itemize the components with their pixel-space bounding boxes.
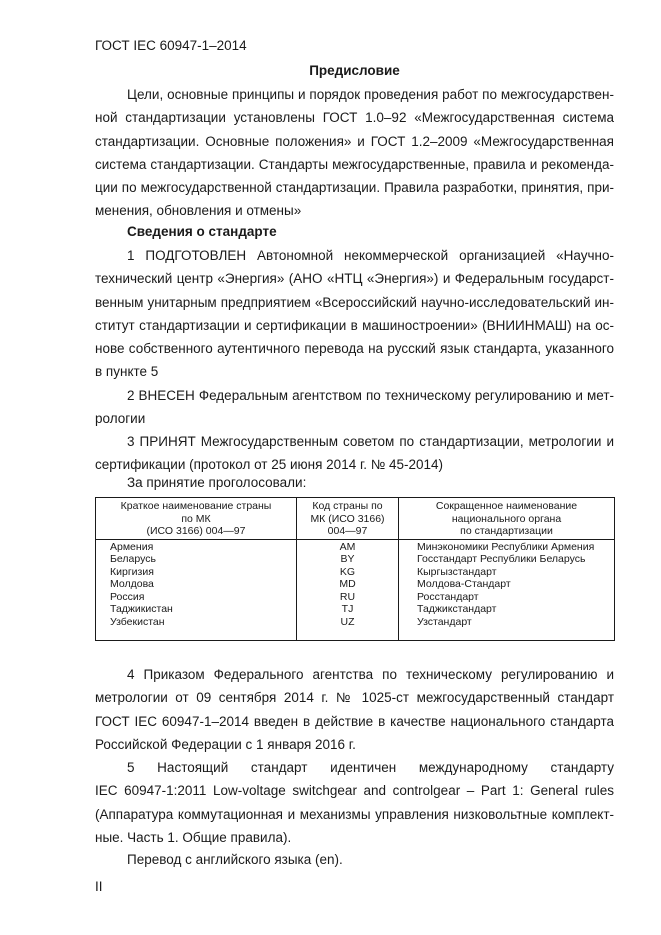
text-line: рологии [95,411,146,427]
country-name: Россия [110,590,145,603]
text-line: сертификации (протокол от 25 июня 2014 г. № 45-2014) [95,457,444,473]
text-line: ГОСТ IEC 60947-1–2014 введен в действие в качестве национального стандарта [95,713,614,729]
header-line: по МК [181,512,211,525]
standards-body: Росстандарт [417,590,479,603]
column-header-body [399,498,615,540]
about-standard-title: Сведения о стандарте [127,224,277,239]
country-name: Узбекистан [110,615,165,628]
text-line: менения, обновления и отмены» [95,203,302,219]
text-line: ции по межгосударственной стандартизации. Правила разработки, принятия, при- [95,180,614,196]
text-line: стандартизации. Основные положения» и ГОСТ 1.2–2009 «Межгосударственная [95,133,614,149]
header-line: Код страны по [312,500,383,512]
standards-body: Кыргызстандарт [417,565,497,578]
preface-intro-paragraph [95,83,614,223]
standards-body: Госстандарт Республики Беларусь [417,553,586,565]
countries-cell [96,539,297,641]
header-line: (ИСО 3166) 004—97 [146,525,246,537]
country-code: BY [340,553,355,565]
text-line: в пункте 5 [95,364,159,380]
text-line: система стандартизации. Стандарты межгосударственные, правила и рекоменда- [95,156,614,172]
standards-body: Таджикстандарт [417,603,497,615]
country-code: UZ [340,615,355,628]
item-3-paragraph [95,430,614,477]
item-5-paragraph [95,756,614,849]
table-body-row [96,539,615,641]
header-line: 004—97 [327,525,368,537]
header-line: Краткое наименование страны [120,500,272,512]
country-name: Армения [110,540,154,553]
column-header-code [297,498,399,540]
text-line: 2 ВНЕСЕН Федеральным агентством по техническому регулированию и мет- [127,388,614,403]
document-code-header: ГОСТ IEC 60947-1–2014 [95,38,247,53]
country-code: RU [339,590,356,603]
text-line: технический центр «Энергия» (АНО «НТЦ «Энергия») и Федеральным государст- [95,271,614,287]
country-code: AM [339,540,356,553]
text-line: 1 ПОДГОТОВЛЕН Автономной некоммерческой организацией «Научно- [127,248,614,263]
header-line: национального органа [451,512,562,525]
text-line: Перевод с английского языка (en). [127,852,343,867]
item-2-paragraph [95,384,614,431]
text-line: ной стандартизации установлены ГОСТ 1.0–92 «Межгосударственная система [95,110,614,126]
text-line: ститут стандартизации и сертификации в машиностроении» (ВНИИНМАШ) на ос- [95,317,614,333]
preface-title: Предисловие [309,63,400,78]
country-code: TJ [341,603,354,615]
column-header-country [96,498,297,540]
codes-cell [297,539,399,641]
text-line: 3 ПРИНЯТ Межгосударственным советом по стандартизации, метрологии и [127,434,614,449]
header-line: МК (ИСО 3166) [310,512,385,525]
text-line: ные. Часть 1. Общие правила). [95,829,292,845]
text-line: метрологии от 09 сентября 2014 г. № 1025-ст межгосударственный стандарт [95,690,614,706]
item-4-paragraph [95,663,614,756]
text-line: (Аппаратура коммутационная и механизмы управления низковольтные комплект- [95,806,614,822]
header-line: Сокращенное наименование [435,500,578,512]
country-name: Молдова [110,578,154,590]
text-line: Российской Федерации с 1 января 2016 г. [95,736,356,752]
country-name: Киргизия [110,565,154,578]
standards-body: Молдова-Стандарт [417,578,511,590]
standards-body: Узстандарт [417,615,472,628]
translation-note [95,848,614,871]
page-number: II [95,879,103,894]
bodies-cell [399,539,615,641]
country-name: Таджикистан [110,603,173,615]
text-line: Цели, основные принципы и порядок проведения работ по межгосударствен- [127,87,614,102]
standards-body: Минэкономики Республики Армения [417,540,595,553]
country-name: Беларусь [110,553,156,565]
table-header-row [96,498,615,540]
text-line: IEC 60947-1:2011 Low-voltage switchgear and controlgear – Part 1: General rules [95,783,614,799]
text-line: нове собственного аутентичного перевода на русский язык стандарта, указанного [95,341,614,357]
country-code: MD [339,578,356,590]
vote-label: За принятие проголосовали: [127,475,307,490]
countries-table [95,497,615,641]
country-code: KG [339,565,356,578]
header-line: по стандартизации [460,525,553,537]
item-1-paragraph [95,244,614,384]
text-line: 5 Настоящий стандарт идентичен международному стандарту [127,760,614,775]
text-line: венным унитарным предприятием «Всероссийский научно-исследовательский ин- [95,294,614,310]
text-line: 4 Приказом Федерального агентства по техническому регулированию и [127,667,614,682]
